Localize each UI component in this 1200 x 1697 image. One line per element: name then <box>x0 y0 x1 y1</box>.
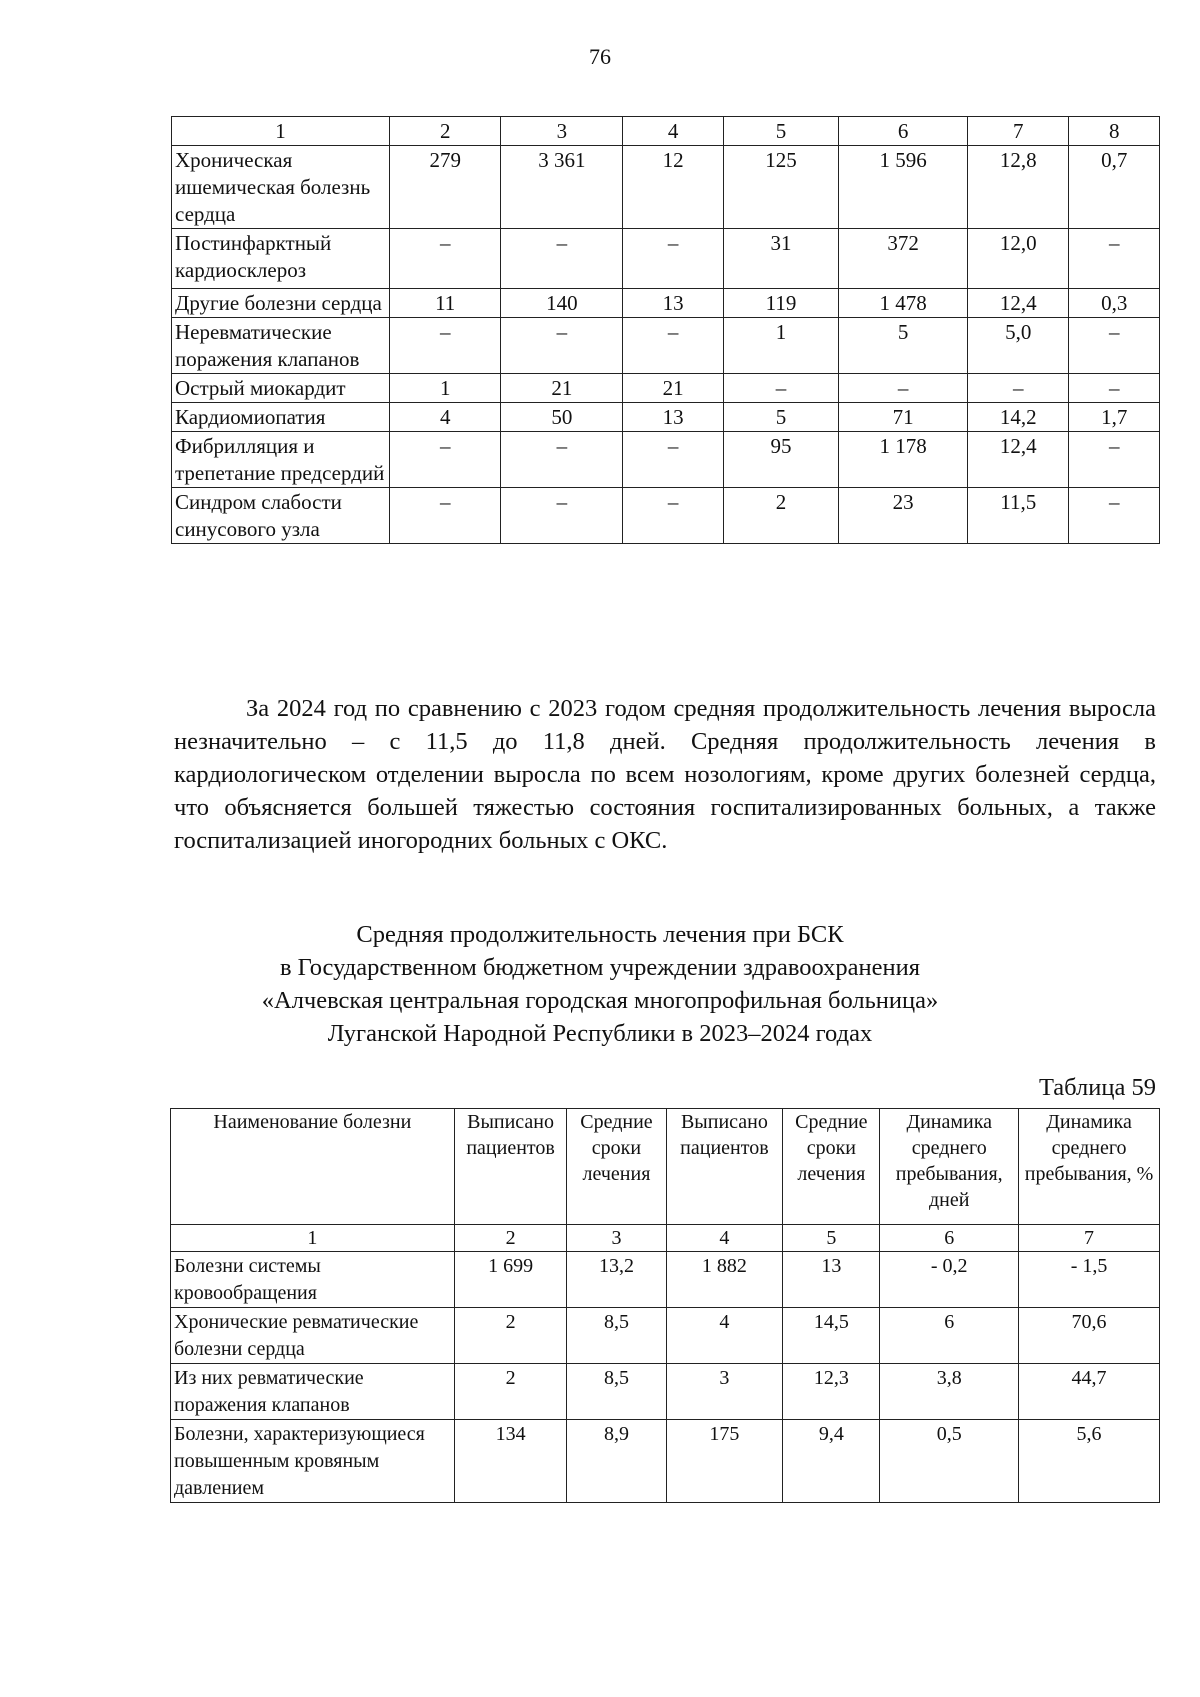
row-label: Хронические ревматические болезни сердца <box>171 1308 455 1364</box>
row-label: Кардиомиопатия <box>172 403 390 432</box>
table-cell: 95 <box>723 432 839 488</box>
table-cell: - 1,5 <box>1019 1252 1160 1308</box>
table-header-row <box>171 1109 1160 1225</box>
table-caption <box>0 918 1200 1050</box>
table-cell: 11 <box>390 289 501 318</box>
column-number-row <box>171 1225 1160 1252</box>
row-label: Из них ревматические поражения клапанов <box>171 1364 455 1420</box>
table-cell: – <box>1069 374 1160 403</box>
table-cell: 13,2 <box>567 1252 666 1308</box>
table-row <box>172 374 1160 403</box>
table-cell: 372 <box>839 229 968 289</box>
header-cell: 3 <box>501 117 623 146</box>
table-cell: 12,3 <box>783 1364 880 1420</box>
table-cell: – <box>623 488 723 544</box>
row-label: Хроническая ишемическая болезнь сердца <box>172 146 390 229</box>
column-number: 5 <box>783 1225 880 1252</box>
table-cell: 1 <box>723 318 839 374</box>
table-cell: 1 699 <box>454 1252 567 1308</box>
page-number: 76 <box>589 44 611 69</box>
table-cell: 0,3 <box>1069 289 1160 318</box>
column-header: Динамика среднего пребывания, дней <box>880 1109 1019 1225</box>
table-cell: 1 882 <box>666 1252 783 1308</box>
table-number-label: Таблица 59 <box>1038 1074 1156 1101</box>
table-cell: 9,4 <box>783 1420 880 1503</box>
column-header: Выписано пациентов <box>454 1109 567 1225</box>
row-label: Болезни, характеризующиеся повышенным кровяным давлением <box>171 1420 455 1503</box>
table-cell: 12,4 <box>968 289 1069 318</box>
table-cell: 119 <box>723 289 839 318</box>
table-cell: 21 <box>501 374 623 403</box>
table-cell: – <box>390 318 501 374</box>
table-row <box>172 229 1160 289</box>
column-header: Динамика среднего пребывания, % <box>1019 1109 1160 1225</box>
column-number: 7 <box>1019 1225 1160 1252</box>
table-cell: 5 <box>839 318 968 374</box>
table-cell: 11,5 <box>968 488 1069 544</box>
table-cell: 12,4 <box>968 432 1069 488</box>
column-header: Средние сроки лечения <box>783 1109 880 1225</box>
caption-line: Луганской Народной Республики в 2023–2024 годах <box>327 1020 873 1047</box>
table-header-row <box>172 117 1160 146</box>
table-cell: 1 <box>390 374 501 403</box>
row-label: Другие болезни сердца <box>172 289 390 318</box>
table-cell: 1 596 <box>839 146 968 229</box>
row-label: Острый миокардит <box>172 374 390 403</box>
table-cell: 1 178 <box>839 432 968 488</box>
table-cell: 134 <box>454 1420 567 1503</box>
row-label: Фибрилляция и трепетание предсердий <box>172 432 390 488</box>
column-number: 2 <box>454 1225 567 1252</box>
table-cell: 3,8 <box>880 1364 1019 1420</box>
table-cell: – <box>623 318 723 374</box>
table-row <box>172 403 1160 432</box>
table-cell: – <box>1069 229 1160 289</box>
table-cell: 5 <box>723 403 839 432</box>
header-cell: 7 <box>968 117 1069 146</box>
table-row <box>172 432 1160 488</box>
table-cell: 0,7 <box>1069 146 1160 229</box>
header-cell: 1 <box>172 117 390 146</box>
table-cell: 3 361 <box>501 146 623 229</box>
table-cell: 5,6 <box>1019 1420 1160 1503</box>
column-header: Средние сроки лечения <box>567 1109 666 1225</box>
table-cell: 31 <box>723 229 839 289</box>
caption-line: в Государственном бюджетном учреждении здравоохранения <box>279 954 920 981</box>
table-cell: 4 <box>666 1308 783 1364</box>
body-paragraph: За 2024 год по сравнению с 2023 годом средняя продолжительность лечения выросла незначительно – с 11,5 до 11,8 дней. Средняя продолжительность лечения в кардиологическом отделении выросла по всем нозологиям, кроме других болезней сердца, что объясняется большей тяжестью состояния госпитализированных больных, а также госпитализацией иногородних больных с ОКС. <box>174 695 1156 854</box>
table-cell: – <box>1069 318 1160 374</box>
table-cell: – <box>839 374 968 403</box>
header-cell: 6 <box>839 117 968 146</box>
table-cell: 2 <box>454 1308 567 1364</box>
table-cell: 125 <box>723 146 839 229</box>
column-header: Наименование болезни <box>171 1109 455 1225</box>
table-continuation <box>171 116 1160 544</box>
table-cell: 13 <box>783 1252 880 1308</box>
caption-line: Средняя продолжительность лечения при БСК <box>356 921 844 948</box>
table-cell: – <box>390 432 501 488</box>
table-cell: 21 <box>623 374 723 403</box>
column-number: 6 <box>880 1225 1019 1252</box>
table-cell: 50 <box>501 403 623 432</box>
table-cell: 44,7 <box>1019 1364 1160 1420</box>
column-number: 4 <box>666 1225 783 1252</box>
table-cell: 140 <box>501 289 623 318</box>
table-cell: 14,2 <box>968 403 1069 432</box>
table-cell: – <box>1069 488 1160 544</box>
table-cell: – <box>968 374 1069 403</box>
table-cell: 8,9 <box>567 1420 666 1503</box>
table-cell: 12,8 <box>968 146 1069 229</box>
table-cell: – <box>623 432 723 488</box>
table-row <box>172 146 1160 229</box>
table-cell: 12 <box>623 146 723 229</box>
column-header: Выписано пациентов <box>666 1109 783 1225</box>
table-cell: 71 <box>839 403 968 432</box>
table-cell: 4 <box>390 403 501 432</box>
table-cell: – <box>390 488 501 544</box>
table-cell: 2 <box>723 488 839 544</box>
table-cell: 12,0 <box>968 229 1069 289</box>
header-cell: 8 <box>1069 117 1160 146</box>
table-cell: 14,5 <box>783 1308 880 1364</box>
table-cell: 8,5 <box>567 1364 666 1420</box>
table-row <box>172 289 1160 318</box>
table-cell: – <box>1069 432 1160 488</box>
table-cell: - 0,2 <box>880 1252 1019 1308</box>
table-cell: 3 <box>666 1364 783 1420</box>
table-cell: – <box>390 229 501 289</box>
table-cell: 5,0 <box>968 318 1069 374</box>
header-cell: 4 <box>623 117 723 146</box>
table-cell: – <box>501 229 623 289</box>
row-label: Болезни системы кровообращения <box>171 1252 455 1308</box>
table-cell: – <box>501 432 623 488</box>
table-cell: 1,7 <box>1069 403 1160 432</box>
row-label: Постинфарктный кардиосклероз <box>172 229 390 289</box>
table-cell: 23 <box>839 488 968 544</box>
table-cell: 2 <box>454 1364 567 1420</box>
table-row <box>171 1308 1160 1364</box>
table-row <box>171 1364 1160 1420</box>
table-cell: 279 <box>390 146 501 229</box>
table-cell: 70,6 <box>1019 1308 1160 1364</box>
table-cell: – <box>501 488 623 544</box>
row-label: Неревматические поражения клапанов <box>172 318 390 374</box>
table-cell: 8,5 <box>567 1308 666 1364</box>
row-label: Синдром слабости синусового узла <box>172 488 390 544</box>
header-cell: 5 <box>723 117 839 146</box>
column-number: 1 <box>171 1225 455 1252</box>
table-cell: – <box>501 318 623 374</box>
table-59 <box>170 1108 1160 1503</box>
table-cell: – <box>723 374 839 403</box>
table-cell: 175 <box>666 1420 783 1503</box>
table-cell: 6 <box>880 1308 1019 1364</box>
table-cell: 13 <box>623 289 723 318</box>
table-cell: – <box>623 229 723 289</box>
header-cell: 2 <box>390 117 501 146</box>
table-row <box>171 1420 1160 1503</box>
table-row <box>172 488 1160 544</box>
table-cell: 13 <box>623 403 723 432</box>
table-cell: 0,5 <box>880 1420 1019 1503</box>
table-cell: 1 478 <box>839 289 968 318</box>
column-number: 3 <box>567 1225 666 1252</box>
table-row <box>172 318 1160 374</box>
caption-line: «Алчевская центральная городская многопрофильная больница» <box>261 987 939 1014</box>
table-row <box>171 1252 1160 1308</box>
